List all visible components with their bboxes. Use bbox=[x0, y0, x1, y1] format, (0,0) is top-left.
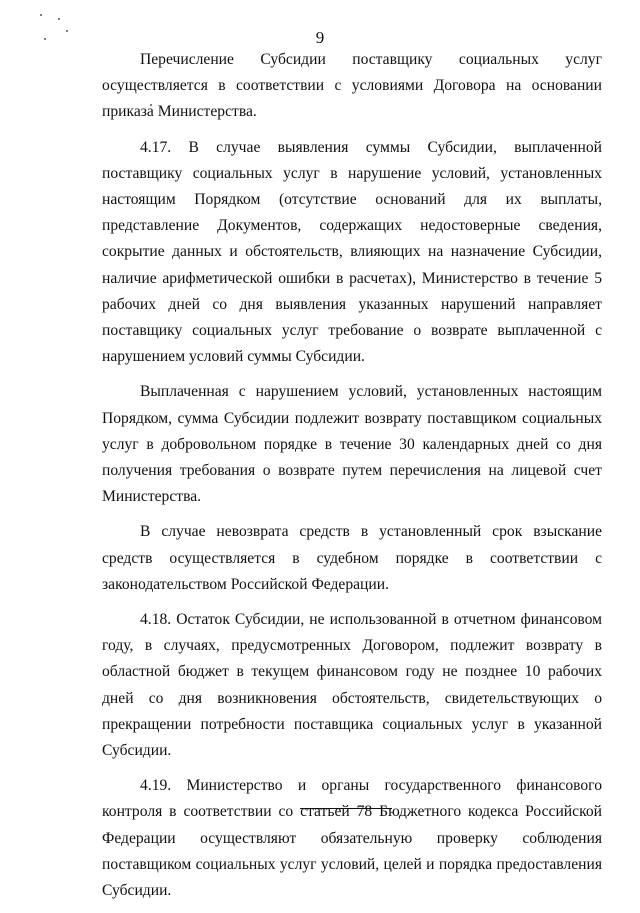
page-number: 9 bbox=[315, 28, 325, 47]
paragraph-4-17: 4.17. В случае выявления суммы Субсидии, выплаченной поставщику социальных услуг в нарушение условий, установленных настоящим Порядком (отсутствие оснований для их выплаты, представление Документов, содержащих недостоверные сведения, сокрытие данных и обстоятельств, влияющих на назначение Субсидии, наличие арифметической ошибки в расчетах), Министерство в течение 5 рабочих дней со дня выявления указанных нарушений направляет поставщику социальных услуг требование о возврате выплаченной с нарушением условий суммы Субсидии. bbox=[102, 138, 602, 366]
paragraph-court-recovery: В случае невозврата средств в установленный срок взыскание средств осуществляется в судебном порядке в соответствии с законодательством Российской Федерации. bbox=[102, 523, 602, 593]
scan-speck bbox=[58, 18, 60, 20]
paragraph-4-19: 4.19. Министерство и органы государственного финансового контроля в соответствии со статьей 78 Бюджетного кодекса Российской Федерации осуществляют обязательную проверку соблюдения поставщиком социальных услуг условий, целей и порядка предоставления Субсидии. bbox=[102, 777, 602, 900]
paragraph-voluntary-return: Выплаченная с нарушением условий, установленных настоящим Порядком, сумма Субсидии подлежит возврату поставщиком социальных услуг в добровольном порядке в течение 30 календарных дней со дня получения требования о возврате путем перечисления на лицевой счет Министерства. bbox=[102, 383, 602, 506]
end-of-document-rule bbox=[300, 808, 392, 809]
document-body bbox=[102, 47, 602, 913]
scan-speck bbox=[40, 14, 42, 16]
paragraph-4-18: 4.18. Остаток Субсидии, не использованной в отчетном финансовом году, в случаях, предусмотренных Договором, подлежит возврату в областной бюджет в текущем финансовом году не позднее 10 рабочих дней со дня возникновения обстоятельств, свидетельствующих о прекращении потребности поставщика социальных услуг в указанной Субсидии. bbox=[102, 611, 602, 760]
paragraph-transfer-of-subsidy: Перечисление Субсидии поставщику социальных услуг осуществляется в соответствии с условиями Договора на основании приказа Министерства. bbox=[102, 51, 602, 121]
